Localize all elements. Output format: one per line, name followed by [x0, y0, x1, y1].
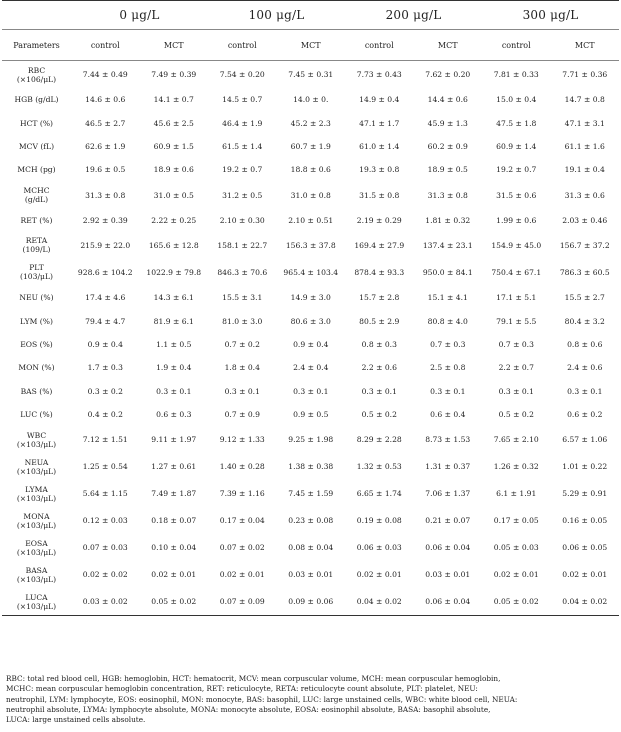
- table-row: [2, 426, 619, 453]
- value-cell: 14.5 ± 0.7: [222, 95, 263, 105]
- value-cell: 31.2 ± 0.5: [222, 190, 263, 200]
- value-cell: 215.9 ± 22.0: [80, 240, 131, 250]
- table-row: [2, 453, 619, 480]
- parameter-label: LYMA: [25, 484, 48, 494]
- footnote-line: MCHC: mean corpuscular hemoglobin concentration, RET: reticulocyte, RETA: reticulocyte count absolute, PLT: platelet, NEU:: [6, 684, 478, 694]
- parameter-cell: [2, 309, 71, 332]
- value-cell: 31.3 ± 0.8: [427, 190, 468, 200]
- value-cell: 1.27 ± 0.61: [151, 462, 197, 472]
- value-cell: 137.4 ± 23.1: [422, 240, 473, 250]
- value-cell: 7.81 ± 0.33: [493, 70, 539, 79]
- value-cell: 0.6 ± 0.2: [567, 410, 603, 420]
- hematology-table: [2, 0, 619, 616]
- value-cell: 0.02 ± 0.01: [151, 570, 197, 580]
- value-cell: 950.0 ± 84.1: [422, 267, 473, 277]
- value-cell: 15.0 ± 0.4: [496, 95, 537, 105]
- value-cell: 9.11 ± 1.97: [151, 435, 197, 445]
- value-cell: 18.8 ± 0.6: [290, 165, 331, 175]
- parameter-label: (×103/μL): [16, 520, 57, 530]
- value-cell: 45.9 ± 1.3: [427, 118, 468, 128]
- value-cell: 0.9 ± 0.5: [293, 410, 329, 420]
- parameter-cell: [2, 135, 71, 158]
- value-cell: 0.3 ± 0.2: [87, 386, 123, 396]
- parameter-cell: [2, 209, 71, 232]
- value-cell: 81.0 ± 3.0: [222, 316, 263, 326]
- parameter-label: (×103/μL): [16, 601, 57, 611]
- value-cell: 846.3 ± 70.6: [217, 267, 268, 277]
- value-cell: 6.65 ± 1.74: [356, 489, 402, 499]
- footnote-line: RBC: total red blood cell, HGB: hemoglobin, HCT: hematocrit, MCV: mean corpuscular volume, MCH: mean corpuscular hemoglobin,: [6, 674, 501, 683]
- value-cell: 0.19 ± 0.08: [356, 516, 402, 526]
- table-row: [2, 111, 619, 134]
- group-header: control: [501, 40, 531, 50]
- value-cell: 9.12 ± 1.33: [219, 435, 265, 445]
- value-cell: 878.4 ± 93.3: [354, 267, 405, 277]
- table-row: [2, 88, 619, 111]
- group-header: control: [90, 40, 120, 50]
- table-row: [2, 182, 619, 209]
- parameter-label: MON (%): [18, 363, 55, 373]
- footnote: [6, 674, 618, 725]
- value-cell: 0.03 ± 0.02: [82, 597, 128, 607]
- value-cell: 0.08 ± 0.04: [288, 543, 334, 553]
- value-cell: 1.1 ± 0.5: [156, 339, 192, 349]
- parameter-label: LYM (%): [20, 316, 53, 326]
- value-cell: 0.07 ± 0.03: [82, 543, 128, 553]
- value-cell: 0.7 ± 0.3: [430, 339, 466, 349]
- table-row: [2, 588, 619, 616]
- parameter-label: WBC: [26, 430, 47, 440]
- value-cell: 0.5 ± 0.2: [498, 410, 534, 420]
- value-cell: 0.05 ± 0.02: [151, 597, 197, 607]
- table-row: [2, 309, 619, 332]
- value-cell: 6.1 ± 1.91: [496, 489, 537, 499]
- value-cell: 2.03 ± 0.46: [562, 215, 608, 225]
- value-cell: 0.7 ± 0.2: [224, 339, 260, 349]
- parameter-label: EOS (%): [20, 339, 53, 349]
- parameter-cell: [2, 356, 71, 379]
- table-row: [2, 480, 619, 507]
- value-cell: 60.9 ± 1.5: [153, 141, 194, 151]
- value-cell: 61.1 ± 1.6: [564, 141, 605, 151]
- value-cell: 2.22 ± 0.25: [151, 215, 197, 225]
- value-cell: 1.8 ± 0.4: [224, 363, 260, 373]
- parameter-cell: [2, 380, 71, 403]
- value-cell: 7.49 ± 0.39: [151, 70, 197, 79]
- table-row: [2, 333, 619, 356]
- value-cell: 8.73 ± 1.53: [425, 435, 471, 445]
- value-cell: 1.81 ± 0.32: [425, 215, 471, 225]
- value-cell: 0.21 ± 0.07: [425, 516, 471, 526]
- parameter-cell: [2, 426, 71, 453]
- value-cell: 0.02 ± 0.01: [356, 570, 402, 580]
- value-cell: 1.26 ± 0.32: [493, 462, 539, 472]
- parameter-label: BAS (%): [20, 386, 53, 396]
- value-cell: 31.0 ± 0.8: [290, 190, 331, 200]
- parameter-label: BASA: [25, 565, 48, 575]
- parameter-label: MCHC: [23, 186, 50, 196]
- value-cell: 14.4 ± 0.6: [427, 95, 468, 105]
- parameter-label: PLT: [29, 263, 44, 273]
- value-cell: 0.12 ± 0.03: [82, 516, 128, 526]
- group-header: MCT: [163, 40, 184, 50]
- parameter-label: (109/L): [22, 245, 51, 255]
- value-cell: 0.8 ± 0.6: [567, 339, 603, 349]
- value-cell: 0.02 ± 0.01: [219, 570, 265, 580]
- value-cell: 45.2 ± 2.3: [290, 118, 331, 128]
- dose-header: 100 μg/L: [248, 8, 305, 22]
- value-cell: 7.49 ± 1.87: [151, 489, 197, 499]
- value-cell: 60.2 ± 0.9: [427, 141, 468, 151]
- value-cell: 0.07 ± 0.02: [219, 543, 265, 553]
- value-cell: 7.39 ± 1.16: [219, 489, 265, 499]
- value-cell: 19.3 ± 0.8: [359, 165, 400, 175]
- value-cell: 7.73 ± 0.43: [356, 70, 402, 79]
- value-cell: 0.04 ± 0.02: [356, 597, 402, 607]
- table-row: [2, 232, 619, 259]
- value-cell: 19.1 ± 0.4: [564, 165, 605, 175]
- value-cell: 7.71 ± 0.36: [562, 70, 608, 79]
- value-cell: 46.4 ± 1.9: [222, 118, 263, 128]
- value-cell: 0.16 ± 0.05: [562, 516, 608, 526]
- value-cell: 2.4 ± 0.4: [293, 363, 329, 373]
- value-cell: 0.05 ± 0.02: [493, 597, 539, 607]
- value-cell: 7.12 ± 1.51: [82, 435, 128, 445]
- value-cell: 81.9 ± 6.1: [153, 316, 194, 326]
- parameter-label: RBC: [27, 65, 46, 75]
- value-cell: 31.5 ± 0.6: [496, 190, 537, 200]
- parameter-label: (×103/μL): [16, 466, 57, 476]
- value-cell: 169.4 ± 27.9: [354, 240, 405, 250]
- parameter-label: EOSA: [25, 538, 48, 548]
- value-cell: 2.10 ± 0.30: [219, 215, 265, 225]
- value-cell: 156.3 ± 37.8: [285, 240, 336, 250]
- parameter-cell: [2, 232, 71, 259]
- value-cell: 0.7 ± 0.9: [224, 410, 260, 420]
- value-cell: 965.4 ± 103.4: [283, 267, 339, 277]
- value-cell: 0.23 ± 0.08: [288, 516, 334, 526]
- value-cell: 2.92 ± 0.39: [82, 215, 128, 225]
- parameter-label: (×103/μL): [16, 574, 57, 584]
- value-cell: 0.06 ± 0.04: [425, 543, 471, 553]
- table-body: [2, 61, 619, 616]
- parameter-label: (g/dL): [24, 195, 49, 205]
- value-cell: 18.9 ± 0.5: [427, 165, 468, 175]
- value-cell: 14.7 ± 0.8: [564, 95, 605, 105]
- parameter-label: (×103/μL): [16, 439, 57, 449]
- table-row: [2, 135, 619, 158]
- parameter-cell: [2, 111, 71, 134]
- value-cell: 1.31 ± 0.37: [425, 462, 471, 472]
- value-cell: 928.6 ± 104.2: [77, 267, 133, 277]
- dose-header: 200 μg/L: [385, 8, 442, 22]
- parameter-label: NEU (%): [19, 293, 54, 303]
- footnote-line: LUCA: large unstained cells absolute.: [6, 715, 146, 725]
- value-cell: 0.07 ± 0.09: [219, 597, 265, 607]
- parameter-label: NEUA: [24, 457, 49, 467]
- value-cell: 14.1 ± 0.7: [153, 95, 194, 105]
- table-row: [2, 356, 619, 379]
- value-cell: 0.3 ± 0.1: [224, 386, 260, 396]
- table-row: [2, 259, 619, 286]
- value-cell: 31.3 ± 0.8: [85, 190, 126, 200]
- value-cell: 2.4 ± 0.6: [567, 363, 603, 373]
- value-cell: 2.10 ± 0.51: [288, 215, 334, 225]
- table-row: [2, 403, 619, 426]
- parameter-cell: [2, 588, 71, 616]
- value-cell: 7.45 ± 1.59: [288, 489, 334, 499]
- value-cell: 0.7 ± 0.3: [498, 339, 534, 349]
- dose-header-row: [2, 1, 619, 30]
- value-cell: 17.4 ± 4.6: [85, 293, 126, 303]
- value-cell: 14.9 ± 3.0: [290, 293, 331, 303]
- table-row: [2, 286, 619, 309]
- parameter-cell: [2, 259, 71, 286]
- parameter-label: HGB (g/dL): [14, 95, 59, 105]
- value-cell: 79.4 ± 4.7: [85, 316, 126, 326]
- value-cell: 61.5 ± 1.4: [222, 141, 263, 151]
- value-cell: 14.3 ± 6.1: [153, 293, 194, 303]
- value-cell: 0.4 ± 0.2: [87, 410, 123, 420]
- value-cell: 5.29 ± 0.91: [562, 489, 608, 499]
- value-cell: 0.03 ± 0.01: [425, 570, 471, 580]
- group-header: MCT: [300, 40, 321, 50]
- group-header: control: [364, 40, 394, 50]
- value-cell: 2.5 ± 0.8: [430, 363, 466, 373]
- value-cell: 786.3 ± 60.5: [559, 267, 610, 277]
- value-cell: 0.17 ± 0.05: [493, 516, 539, 526]
- value-cell: 31.5 ± 0.8: [359, 190, 400, 200]
- table-row: [2, 380, 619, 403]
- value-cell: 0.06 ± 0.03: [356, 543, 402, 553]
- value-cell: 31.0 ± 0.5: [153, 190, 194, 200]
- value-cell: 0.6 ± 0.3: [156, 410, 192, 420]
- value-cell: 156.7 ± 37.2: [559, 240, 610, 250]
- value-cell: 0.06 ± 0.05: [562, 543, 608, 553]
- parameter-label: RET (%): [20, 215, 53, 225]
- value-cell: 18.9 ± 0.6: [153, 165, 194, 175]
- value-cell: 0.3 ± 0.1: [293, 386, 329, 396]
- value-cell: 14.0 ± 0.: [293, 95, 329, 105]
- value-cell: 0.8 ± 0.3: [361, 339, 397, 349]
- value-cell: 0.5 ± 0.2: [361, 410, 397, 420]
- value-cell: 0.6 ± 0.4: [430, 410, 466, 420]
- footnote-line: neutrophil absolute, LYMA: lymphocyte absolute, MONA: monocyte absolute, EOSA: eosinophil absolute, BASA: basophil absolute,: [6, 704, 491, 714]
- value-cell: 1.9 ± 0.4: [156, 363, 192, 373]
- value-cell: 60.7 ± 1.9: [290, 141, 331, 151]
- value-cell: 79.1 ± 5.5: [496, 316, 537, 326]
- value-cell: 0.02 ± 0.01: [493, 570, 539, 580]
- group-header: MCT: [574, 40, 595, 50]
- value-cell: 9.25 ± 1.98: [288, 435, 334, 445]
- table-row: [2, 507, 619, 534]
- value-cell: 1022.9 ± 79.8: [146, 267, 202, 277]
- parameter-label: (×106/μL): [16, 74, 57, 84]
- parameter-label: MONA: [23, 511, 50, 521]
- value-cell: 154.9 ± 45.0: [491, 240, 542, 250]
- group-header: MCT: [437, 40, 458, 50]
- value-cell: 5.64 ± 1.15: [82, 489, 128, 499]
- parameter-cell: [2, 333, 71, 356]
- value-cell: 80.6 ± 3.0: [290, 316, 331, 326]
- value-cell: 47.1 ± 1.7: [359, 118, 400, 128]
- parameter-label: LUCA: [25, 592, 48, 602]
- value-cell: 15.1 ± 4.1: [427, 293, 468, 303]
- value-cell: 2.2 ± 0.6: [361, 363, 397, 373]
- value-cell: 45.6 ± 2.5: [153, 118, 194, 128]
- value-cell: 0.02 ± 0.01: [562, 570, 608, 580]
- value-cell: 0.3 ± 0.1: [361, 386, 397, 396]
- table-row: [2, 561, 619, 588]
- parameter-label: (×103/μL): [16, 547, 57, 557]
- footnote-line: neutrophil, LYM: lymphocyte, EOS: eosinophil, MON: monocyte, BAS: basophil, LUC: large unstained cells, WBC: white blood cell, NEUA:: [6, 694, 518, 704]
- value-cell: 8.29 ± 2.28: [356, 435, 402, 445]
- value-cell: 165.6 ± 12.8: [148, 240, 199, 250]
- table-row: [2, 534, 619, 561]
- value-cell: 1.7 ± 0.3: [87, 363, 123, 373]
- value-cell: 1.40 ± 0.28: [219, 462, 265, 472]
- parameter-cell: [2, 182, 71, 209]
- parameter-cell: [2, 507, 71, 534]
- table-row: [2, 158, 619, 181]
- value-cell: 7.06 ± 1.37: [425, 489, 471, 499]
- value-cell: 0.3 ± 0.1: [498, 386, 534, 396]
- value-cell: 6.57 ± 1.06: [562, 435, 608, 445]
- parameter-cell: [2, 61, 71, 89]
- value-cell: 7.62 ± 0.20: [425, 70, 471, 79]
- value-cell: 46.5 ± 2.7: [85, 118, 126, 128]
- value-cell: 7.65 ± 2.10: [493, 435, 539, 445]
- value-cell: 80.5 ± 2.9: [359, 316, 400, 326]
- value-cell: 80.8 ± 4.0: [427, 316, 468, 326]
- value-cell: 0.3 ± 0.1: [156, 386, 192, 396]
- parameter-label: (×103/μL): [16, 493, 57, 503]
- parameter-label: HCT (%): [19, 118, 54, 128]
- parameter-label: (103/μL): [20, 272, 53, 282]
- value-cell: 62.6 ± 1.9: [85, 141, 126, 151]
- parameter-label: LUC (%): [20, 410, 53, 420]
- value-cell: 0.03 ± 0.01: [288, 570, 334, 580]
- value-cell: 15.5 ± 2.7: [564, 293, 605, 303]
- parameter-cell: [2, 403, 71, 426]
- value-cell: 0.10 ± 0.04: [151, 543, 197, 553]
- parameter-cell: [2, 158, 71, 181]
- value-cell: 80.4 ± 3.2: [564, 316, 605, 326]
- parameter-cell: [2, 534, 71, 561]
- value-cell: 0.02 ± 0.02: [82, 570, 128, 580]
- parameter-cell: [2, 88, 71, 111]
- value-cell: 47.1 ± 3.1: [564, 118, 605, 128]
- value-cell: 0.9 ± 0.4: [293, 339, 329, 349]
- value-cell: 0.3 ± 0.1: [430, 386, 466, 396]
- value-cell: 1.32 ± 0.53: [356, 462, 402, 472]
- value-cell: 158.1 ± 22.7: [217, 240, 268, 250]
- value-cell: 15.5 ± 3.1: [222, 293, 263, 303]
- value-cell: 19.6 ± 0.5: [85, 165, 126, 175]
- group-header-row: [2, 30, 619, 61]
- value-cell: 1.38 ± 0.38: [288, 462, 334, 472]
- value-cell: 0.06 ± 0.04: [425, 597, 471, 607]
- header-corner: [2, 1, 71, 30]
- value-cell: 31.3 ± 0.6: [564, 190, 605, 200]
- group-header: control: [227, 40, 257, 50]
- value-cell: 47.5 ± 1.8: [496, 118, 537, 128]
- value-cell: 0.3 ± 0.1: [567, 386, 603, 396]
- value-cell: 1.01 ± 0.22: [562, 462, 608, 472]
- parameter-label: MCH (pg): [17, 165, 56, 175]
- value-cell: 14.9 ± 0.4: [359, 95, 400, 105]
- dose-header: 300 μg/L: [522, 8, 579, 22]
- value-cell: 1.99 ± 0.6: [496, 215, 537, 225]
- value-cell: 60.9 ± 1.4: [496, 141, 537, 151]
- value-cell: 750.4 ± 67.1: [491, 267, 542, 277]
- value-cell: 0.9 ± 0.4: [87, 339, 123, 349]
- value-cell: 7.45 ± 0.31: [288, 70, 334, 79]
- parameter-cell: [2, 453, 71, 480]
- value-cell: 14.6 ± 0.6: [85, 95, 126, 105]
- dose-header: 0 μg/L: [119, 8, 160, 22]
- value-cell: 61.0 ± 1.4: [359, 141, 400, 151]
- table-row: [2, 61, 619, 89]
- value-cell: 19.2 ± 0.7: [222, 165, 263, 175]
- value-cell: 0.18 ± 0.07: [151, 516, 197, 526]
- value-cell: 17.1 ± 5.1: [496, 293, 537, 303]
- value-cell: 0.09 ± 0.06: [288, 597, 334, 607]
- value-cell: 7.44 ± 0.49: [82, 70, 128, 79]
- parameter-label: RETA: [25, 236, 48, 246]
- parameter-cell: [2, 480, 71, 507]
- value-cell: 2.19 ± 0.29: [356, 215, 402, 225]
- parameter-label: MCV (fL): [18, 141, 55, 151]
- parameters-header: Parameters: [13, 40, 60, 50]
- value-cell: 0.05 ± 0.03: [493, 543, 539, 553]
- parameter-cell: [2, 561, 71, 588]
- table-row: [2, 209, 619, 232]
- value-cell: 1.25 ± 0.54: [82, 462, 128, 472]
- value-cell: 7.54 ± 0.20: [219, 70, 265, 79]
- value-cell: 0.17 ± 0.04: [219, 516, 265, 526]
- value-cell: 19.2 ± 0.7: [496, 165, 537, 175]
- value-cell: 0.04 ± 0.02: [562, 597, 608, 607]
- value-cell: 15.7 ± 2.8: [359, 293, 400, 303]
- value-cell: 2.2 ± 0.7: [498, 363, 534, 373]
- parameter-cell: [2, 286, 71, 309]
